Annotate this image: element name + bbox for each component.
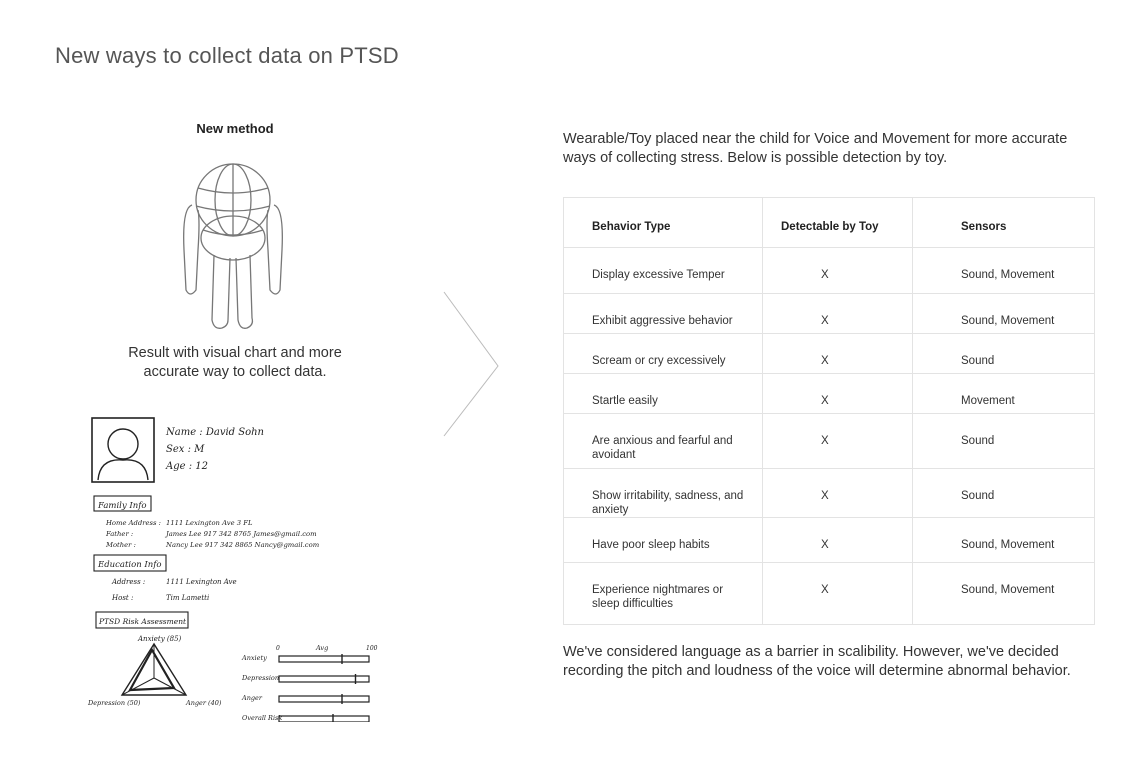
- sensors-cell: Movement: [913, 374, 1095, 414]
- sketch-mother-value: Nancy Lee 917 342 8865 Nancy@gmail.com: [166, 541, 320, 549]
- outro-text: We've considered language as a barrier in scalibility. However, we've decided recording the pitch and loudness of the voice will determine abnormal behavior.: [563, 644, 1071, 679]
- detectable-cell: X: [763, 518, 913, 563]
- radar-anger-label: Anger (40): [186, 699, 222, 707]
- table-row: [564, 248, 1095, 294]
- table-row: [564, 518, 1095, 563]
- sketch-mother-label: Mother :: [106, 541, 136, 549]
- sketch-sex: Sex : M: [166, 444, 205, 455]
- sketch-name: Name : David Sohn: [166, 427, 264, 438]
- scale-min: 0: [276, 645, 280, 652]
- behavior-cell: Startle easily: [564, 374, 763, 414]
- new-method-label: New method: [196, 121, 274, 136]
- risk-bars: [241, 654, 369, 722]
- table-row: [564, 374, 1095, 414]
- header-behavior-type: Behavior Type: [564, 198, 763, 248]
- sketch-age: Age : 12: [166, 461, 208, 472]
- bar-track: [279, 696, 369, 702]
- detectable-cell: X: [763, 334, 913, 374]
- behavior-cell: Exhibit aggressive behavior: [564, 294, 763, 334]
- sketch-host-value: Tim Lametti: [166, 594, 210, 602]
- behavior-cell: Have poor sleep habits: [564, 518, 763, 563]
- sketch-education-info: Education Info: [98, 560, 162, 570]
- child-figure-illustration: [170, 160, 300, 335]
- sketch-family-info: Family Info: [98, 501, 147, 511]
- scale-mid: Avg: [316, 644, 329, 652]
- bar-label: Anxiety: [242, 654, 267, 662]
- detectable-cell: X: [763, 248, 913, 294]
- sensors-cell: Sound, Movement: [913, 294, 1095, 334]
- radar-anxiety-label: Anxiety (85): [138, 635, 182, 643]
- header-sensors: Sensors: [913, 198, 1095, 248]
- detectable-cell: X: [763, 374, 913, 414]
- chevron-right-icon: [440, 290, 502, 440]
- header-detectable: Detectable by Toy: [763, 198, 913, 248]
- table-row: [564, 414, 1095, 469]
- sketch-host-label: Host :: [112, 594, 134, 602]
- detectable-cell: X: [763, 294, 913, 334]
- sketch-home-address-value: 1111 Lexington Ave 3 FL: [166, 519, 253, 527]
- sensors-cell: Sound, Movement: [913, 518, 1095, 563]
- table-row: [564, 469, 1095, 518]
- bar-label: Anger: [242, 694, 262, 702]
- bar-label: Overall Risk: [242, 714, 283, 722]
- avatar: [92, 418, 154, 482]
- bar-track: [279, 716, 369, 722]
- sensors-cell: Sound: [913, 469, 1095, 518]
- figure-caption: Result with visual chart and more accurate way to collect data.: [128, 345, 342, 380]
- behavior-cell: Scream or cry excessively: [564, 334, 763, 374]
- behavior-cell: Experience nightmares or sleep difficulties: [564, 563, 763, 625]
- behavior-cell: Show irritability, sadness, and anxiety: [564, 469, 763, 518]
- detectable-cell: X: [763, 563, 913, 625]
- sensors-cell: Sound, Movement: [913, 563, 1095, 625]
- table-row: [564, 563, 1095, 625]
- detectable-cell: X: [763, 414, 913, 469]
- sensors-cell: Sound, Movement: [913, 248, 1095, 294]
- bar-label: Depression: [242, 674, 280, 682]
- radar-chart: [87, 635, 222, 707]
- profile-sketch: [86, 412, 386, 722]
- table-row: [564, 334, 1095, 374]
- sketch-father-value: James Lee 917 342 8765 James@gmail.com: [166, 530, 317, 538]
- table-header-row: [564, 198, 1095, 248]
- bar-track: [279, 656, 369, 662]
- behavior-cell: Display excessive Temper: [564, 248, 763, 294]
- table-row: [564, 294, 1095, 334]
- sketch-edu-address-value: 1111 Lexington Ave: [166, 578, 237, 586]
- sketch-home-address-label: Home Address :: [106, 519, 161, 527]
- behavior-cell: Are anxious and fearful and avoidant: [564, 414, 763, 469]
- intro-text: Wearable/Toy placed near the child for Voice and Movement for more accurate ways of collecting stress. Below is possible detection by toy.: [563, 131, 1068, 166]
- sketch-father-label: Father :: [106, 530, 134, 538]
- radar-depression-label: Depression (50): [88, 699, 141, 707]
- sensors-cell: Sound: [913, 414, 1095, 469]
- page-title: New ways to collect data on PTSD: [55, 43, 399, 68]
- scale-max: 100: [366, 645, 378, 652]
- sensors-cell: Sound: [913, 334, 1095, 374]
- sketch-risk-label: PTSD Risk Assessment: [99, 617, 187, 626]
- detectable-cell: X: [763, 469, 913, 518]
- sketch-edu-address-label: Address :: [112, 578, 146, 586]
- behavior-table: [563, 197, 1095, 625]
